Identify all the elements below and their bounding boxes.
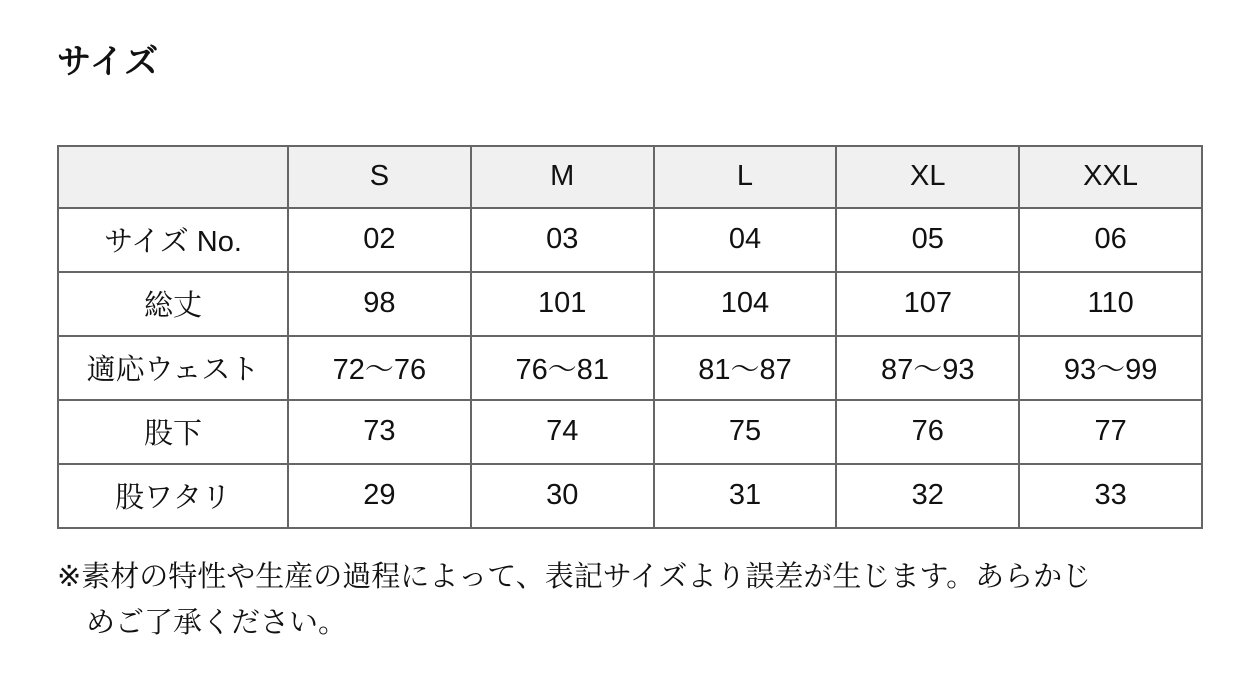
cell: 30 bbox=[471, 464, 654, 528]
cell: 02 bbox=[288, 208, 471, 272]
cell: 74 bbox=[471, 400, 654, 464]
cell: 04 bbox=[654, 208, 837, 272]
disclaimer-note bbox=[57, 555, 1207, 647]
cell: 104 bbox=[654, 272, 837, 336]
cell: 101 bbox=[471, 272, 654, 336]
cell: 29 bbox=[288, 464, 471, 528]
page-title: サイズ bbox=[57, 43, 160, 81]
table-row-thigh bbox=[58, 464, 1202, 528]
cell: 75 bbox=[654, 400, 837, 464]
row-label: 股ワタリ bbox=[58, 464, 288, 528]
size-table bbox=[57, 145, 1203, 529]
cell: 03 bbox=[471, 208, 654, 272]
cell: 76 bbox=[836, 400, 1019, 464]
table-row-inseam bbox=[58, 400, 1202, 464]
column-header-s: S bbox=[288, 146, 471, 208]
cell: 33 bbox=[1019, 464, 1202, 528]
row-label: 股下 bbox=[58, 400, 288, 464]
column-header-xl: XL bbox=[836, 146, 1019, 208]
column-header-blank bbox=[58, 146, 288, 208]
table-row-waist bbox=[58, 336, 1202, 400]
cell: 05 bbox=[836, 208, 1019, 272]
cell: 93〜99 bbox=[1019, 336, 1202, 400]
cell: 31 bbox=[654, 464, 837, 528]
cell: 06 bbox=[1019, 208, 1202, 272]
cell: 81〜87 bbox=[654, 336, 837, 400]
disclaimer-note-line2: めご了承ください。 bbox=[86, 606, 348, 639]
cell: 110 bbox=[1019, 272, 1202, 336]
cell: 72〜76 bbox=[288, 336, 471, 400]
row-label: 総丈 bbox=[58, 272, 288, 336]
cell: 32 bbox=[836, 464, 1019, 528]
column-header-m: M bbox=[471, 146, 654, 208]
cell: 77 bbox=[1019, 400, 1202, 464]
disclaimer-note-line1: ※素材の特性や生産の過程によって、表記サイズより誤差が生じます。あらかじ bbox=[57, 560, 1092, 593]
table-row-total-length bbox=[58, 272, 1202, 336]
cell: 76〜81 bbox=[471, 336, 654, 400]
row-label: 適応ウェスト bbox=[58, 336, 288, 400]
cell: 73 bbox=[288, 400, 471, 464]
cell: 87〜93 bbox=[836, 336, 1019, 400]
cell: 107 bbox=[836, 272, 1019, 336]
row-label: サイズ No. bbox=[58, 208, 288, 272]
cell: 98 bbox=[288, 272, 471, 336]
table-header-row bbox=[58, 146, 1202, 208]
column-header-xxl: XXL bbox=[1019, 146, 1202, 208]
column-header-l: L bbox=[654, 146, 837, 208]
table-row-size-no bbox=[58, 208, 1202, 272]
